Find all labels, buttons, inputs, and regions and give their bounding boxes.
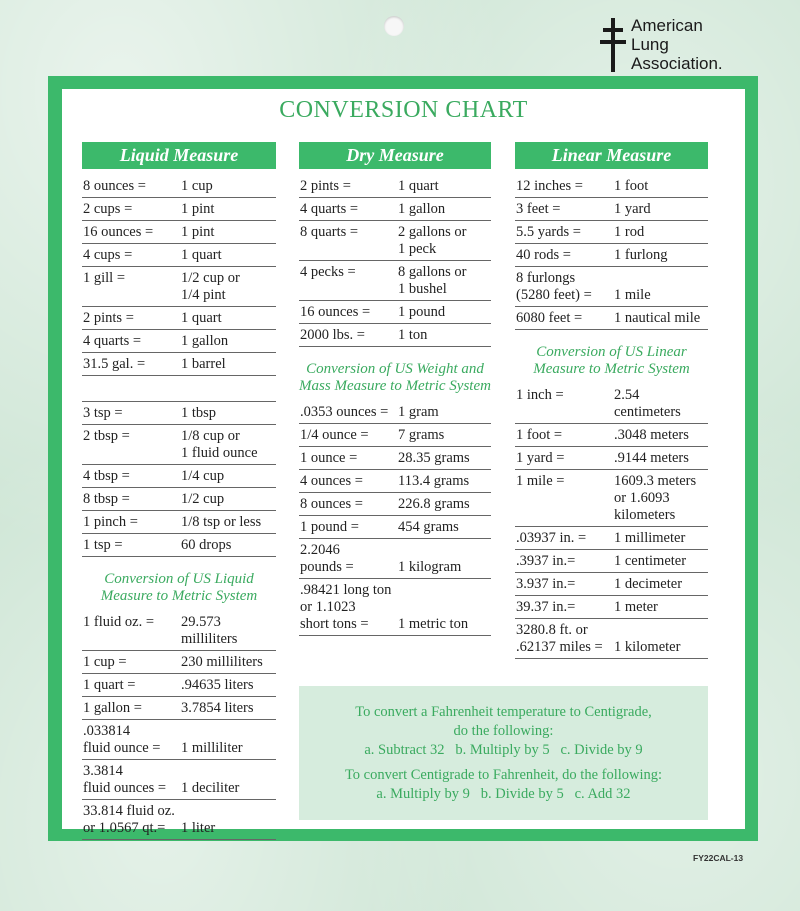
unit-right: 1 kilogram (398, 559, 462, 575)
unit-right: 1 quart (181, 310, 222, 326)
table-row (82, 674, 276, 697)
unit-left: 2 pints = (83, 310, 134, 326)
unit-right: 1 deciliter (181, 780, 240, 796)
linear-measure-list (515, 175, 708, 330)
liquid-measure-list (82, 175, 276, 376)
unit-right: 1 millimeter (614, 530, 686, 546)
unit-right: 1 milliliter (181, 740, 243, 756)
table-row (515, 267, 708, 307)
linear-metric-title: Conversion of US Linear Measure to Metric System (533, 344, 690, 377)
unit-right: 226.8 grams (398, 496, 470, 512)
table-row (515, 619, 708, 659)
unit-right: 1 gallon (181, 333, 229, 349)
unit-left: 3.937 in.= (516, 576, 576, 592)
unit-left: 1 ounce = (300, 450, 358, 466)
table-row (82, 198, 276, 221)
unit-right: 1 decimeter (614, 576, 683, 592)
table-row (82, 465, 276, 488)
unit-right: 1 rod (614, 224, 645, 240)
table-row (82, 221, 276, 244)
table-row (299, 324, 491, 347)
unit-right: 454 grams (398, 519, 459, 535)
unit-left: 3280.8 ft. or .62137 miles = (516, 622, 603, 655)
f-to-c-line1: To convert a Fahrenheit temperature to Centigrade, (355, 704, 652, 720)
unit-left: 1 quart = (83, 677, 136, 693)
liquid-small-measure-list (82, 402, 276, 557)
unit-left: 4 tbsp = (83, 468, 130, 484)
table-row (515, 470, 708, 527)
unit-right: 1 meter (614, 599, 658, 615)
table-row (515, 244, 708, 267)
unit-left: 8 ounces = (300, 496, 363, 512)
unit-right: 2 gallons or 1 peck (398, 224, 467, 257)
unit-right: 1 pint (181, 201, 215, 217)
unit-left: 4 pecks = (300, 264, 356, 280)
unit-right: 1 pint (181, 224, 215, 240)
unit-left: 4 quarts = (83, 333, 142, 349)
unit-right: 1 tbsp (181, 405, 217, 421)
table-row (299, 470, 491, 493)
table-row (515, 447, 708, 470)
unit-left: 40 rods = (516, 247, 571, 263)
unit-left: 16 ounces = (83, 224, 154, 240)
unit-right: 1 cup (181, 178, 213, 194)
unit-left: .3937 in.= (516, 553, 576, 569)
divider (82, 376, 276, 402)
unit-left: 6080 feet = (516, 310, 583, 326)
liquid-measure-column (82, 142, 276, 840)
liquid-measure-header: Liquid Measure (82, 142, 276, 169)
f-to-c-steps: a. Subtract 32 b. Multiply by 5 c. Divide by 9 (364, 742, 643, 758)
unit-right: 1 foot (614, 178, 649, 194)
table-row (82, 425, 276, 465)
table-row (82, 611, 276, 651)
linear-measure-column (515, 142, 708, 659)
unit-left: 8 tbsp = (83, 491, 130, 507)
linear-measure-header: Linear Measure (515, 142, 708, 169)
unit-left: 2.2046 pounds = (300, 542, 354, 575)
unit-left: 8 ounces = (83, 178, 146, 194)
unit-right: .94635 liters (181, 677, 254, 693)
unit-left: 4 ounces = (300, 473, 363, 489)
dry-measure-column (299, 142, 491, 636)
unit-right: 2.54 centimeters (614, 387, 681, 420)
unit-left: 39.37 in.= (516, 599, 576, 615)
table-row (82, 534, 276, 557)
table-row (515, 424, 708, 447)
unit-right: 1609.3 meters or 1.6093 kilometers (614, 473, 697, 523)
unit-right: 230 milliliters (181, 654, 263, 670)
american-lung-association-logo (600, 16, 780, 72)
logo-text: American Lung Association. (631, 16, 723, 73)
table-row (299, 301, 491, 324)
unit-left: 33.814 fluid oz. or 1.0567 qt.= (83, 803, 175, 836)
unit-right: 7 grams (398, 427, 445, 443)
unit-right: 1 ton (398, 327, 428, 343)
table-row (299, 516, 491, 539)
unit-left: 1 fluid oz. = (83, 614, 154, 630)
unit-left: 1 gill = (83, 270, 126, 286)
table-row (299, 198, 491, 221)
unit-right: 1 furlong (614, 247, 668, 263)
table-row (82, 267, 276, 307)
unit-right: 1 liter (181, 820, 216, 836)
table-row (299, 539, 491, 579)
unit-left: 1 pinch = (83, 514, 138, 530)
unit-left: 16 ounces = (300, 304, 371, 320)
table-row (515, 596, 708, 619)
unit-right: .9144 meters (614, 450, 689, 466)
unit-right: 1 barrel (181, 356, 226, 372)
unit-right: 1 metric ton (398, 616, 469, 632)
table-row (299, 447, 491, 470)
unit-right: 60 drops (181, 537, 232, 553)
table-row (299, 401, 491, 424)
unit-left: 8 quarts = (300, 224, 359, 240)
unit-right: 1/8 tsp or less (181, 514, 262, 530)
table-row (82, 697, 276, 720)
unit-left: 3.3814 fluid ounces = (83, 763, 167, 796)
unit-right: .3048 meters (614, 427, 689, 443)
unit-right: 1/2 cup or 1/4 pint (181, 270, 240, 303)
f-to-c-line2: do the following: (453, 723, 554, 739)
unit-left: 3 tsp = (83, 405, 123, 421)
table-row (82, 720, 276, 760)
unit-left: 2 pints = (300, 178, 351, 194)
unit-left: .033814 fluid ounce = (83, 723, 161, 756)
unit-left: 12 inches = (516, 178, 583, 194)
dry-measure-header: Dry Measure (299, 142, 491, 169)
table-row (299, 261, 491, 301)
unit-right: 1 pound (398, 304, 446, 320)
unit-left: 1/4 ounce = (300, 427, 369, 443)
unit-left: 5.5 yards = (516, 224, 581, 240)
unit-left: 1 tsp = (83, 537, 123, 553)
table-row (82, 330, 276, 353)
unit-right: 1 nautical mile (614, 310, 701, 326)
table-row (515, 307, 708, 330)
unit-left: 2000 lbs. = (300, 327, 365, 343)
unit-left: 1 mile = (516, 473, 565, 489)
table-row (299, 579, 491, 636)
table-row (82, 651, 276, 674)
unit-right: 28.35 grams (398, 450, 470, 466)
table-row (82, 760, 276, 800)
table-row (515, 527, 708, 550)
unit-right: 113.4 grams (398, 473, 470, 489)
weight-metric-title: Conversion of US Weight and Mass Measure to Metric System (299, 361, 491, 394)
table-row (82, 353, 276, 376)
double-barred-cross-icon (600, 18, 626, 72)
unit-left: 1 cup = (83, 654, 127, 670)
unit-left: .98421 long ton or 1.1023 short tons = (300, 582, 392, 632)
c-to-f-steps: a. Multiply by 9 b. Divide by 5 c. Add 32 (376, 786, 631, 802)
unit-left: 1 pound = (300, 519, 359, 535)
c-to-f-line1: To convert Centigrade to Fahrenheit, do the following: (344, 767, 663, 783)
temperature-conversion-box (299, 686, 708, 820)
unit-left: 8 furlongs (5280 feet) = (516, 270, 592, 303)
table-row (299, 221, 491, 261)
unit-left: 2 tbsp = (83, 428, 130, 444)
table-row (299, 493, 491, 516)
unit-right: 1/4 cup (181, 468, 225, 484)
table-row (82, 511, 276, 534)
unit-right: 1 centimeter (614, 553, 687, 569)
unit-right: 1 quart (398, 178, 439, 194)
unit-right: 1/2 cup (181, 491, 225, 507)
table-row (515, 175, 708, 198)
unit-left: 4 quarts = (300, 201, 359, 217)
form-code: FY22CAL-13 (693, 853, 744, 863)
unit-left: 1 foot = (516, 427, 563, 443)
table-row (82, 402, 276, 425)
unit-left: 4 cups = (83, 247, 133, 263)
unit-left: .03937 in. = (516, 530, 587, 546)
page-title: CONVERSION CHART (279, 97, 528, 123)
linear-metric-list (515, 384, 708, 659)
unit-right: 8 gallons or 1 bushel (398, 264, 467, 297)
table-row (82, 244, 276, 267)
unit-right: 3.7854 liters (181, 700, 254, 716)
table-row (515, 221, 708, 244)
unit-left: 1 inch = (516, 387, 564, 403)
table-row (82, 800, 276, 840)
unit-right: 29.573 milliliters (181, 614, 238, 647)
table-row (515, 573, 708, 596)
unit-right: 1 mile (614, 287, 651, 303)
table-row (515, 384, 708, 424)
unit-right: 1/8 cup or 1 fluid ounce (181, 428, 258, 461)
table-row (515, 550, 708, 573)
unit-left: .0353 ounces = (300, 404, 389, 420)
unit-right: 1 gram (398, 404, 439, 420)
unit-left: 1 yard = (516, 450, 565, 466)
unit-left: 2 cups = (83, 201, 133, 217)
unit-right: 1 gallon (398, 201, 446, 217)
table-row (299, 175, 491, 198)
table-row (515, 198, 708, 221)
liquid-metric-title: Conversion of US Liquid Measure to Metric System (100, 571, 258, 604)
dry-measure-list (299, 175, 491, 347)
table-row (82, 488, 276, 511)
weight-metric-list (299, 401, 491, 636)
punch-hole (384, 16, 404, 36)
liquid-metric-list (82, 611, 276, 840)
table-row (299, 424, 491, 447)
table-row (82, 175, 276, 198)
unit-left: 3 feet = (516, 201, 561, 217)
unit-right: 1 yard (614, 201, 651, 217)
unit-right: 1 quart (181, 247, 222, 263)
unit-left: 1 gallon = (83, 700, 142, 716)
table-row (82, 307, 276, 330)
unit-left: 31.5 gal. = (83, 356, 146, 372)
unit-right: 1 kilometer (614, 639, 681, 655)
